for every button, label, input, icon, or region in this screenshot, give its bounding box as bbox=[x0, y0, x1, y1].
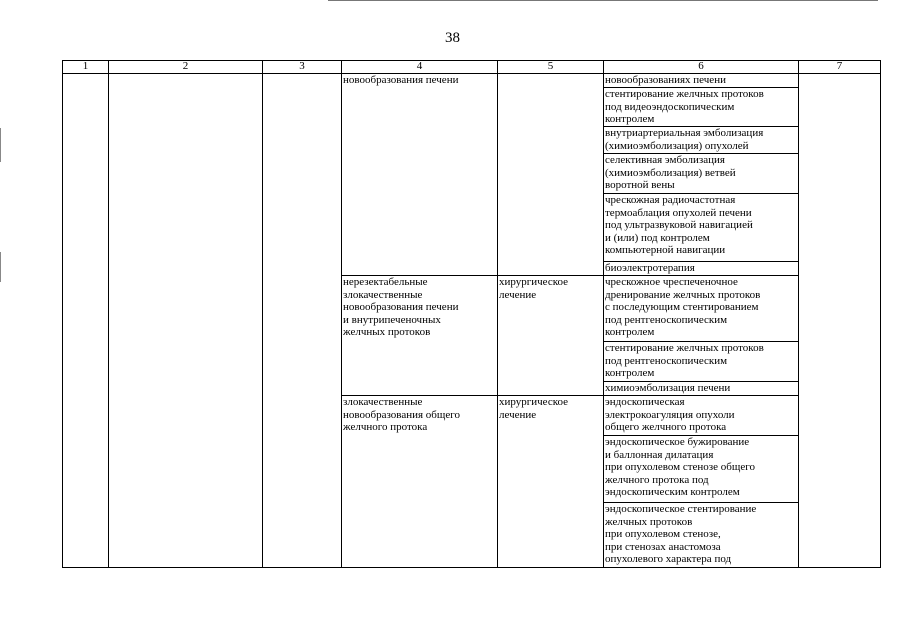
scan-margin-mark bbox=[0, 252, 1, 282]
method-cell: биоэлектротерапия bbox=[605, 262, 695, 274]
method-cell: селективная эмболизация (химиоэмболизация) ветвей воротной вены bbox=[605, 154, 736, 192]
method-cell: новообразованиях печени bbox=[605, 74, 726, 86]
column-number: 4 bbox=[416, 60, 423, 72]
table-border-right bbox=[880, 60, 881, 568]
column-number: 3 bbox=[299, 60, 305, 72]
column-number: 6 bbox=[698, 60, 704, 72]
table-border-left bbox=[62, 60, 63, 568]
scan-edge-line bbox=[328, 0, 878, 1]
column-divider bbox=[603, 60, 604, 568]
method-cell: химиоэмболизация печени bbox=[605, 382, 731, 394]
scan-margin-mark bbox=[0, 128, 1, 162]
column-number: 5 bbox=[547, 60, 554, 72]
method-cell: стентирование желчных протоков под видеоэндоскопическим контролем bbox=[605, 88, 764, 126]
treatment-type-cell: хирургическое лечение bbox=[499, 276, 569, 301]
column-divider bbox=[108, 60, 109, 568]
column-divider bbox=[497, 60, 498, 568]
method-cell: внутриартериальная эмболизация (химиоэмболизация) опухолей bbox=[605, 127, 764, 152]
method-cell: эндоскопическая электрокоагуляция опухоли общего желчного протока bbox=[605, 396, 735, 434]
method-cell: стентирование желчных протоков под рентгеноскопическим контролем bbox=[605, 342, 764, 380]
method-cell: чрескожное чреспеченочное дренирование желчных протоков с последующим стентированием под рентгеноскопическим контролем bbox=[605, 276, 761, 339]
treatment-type-cell: хирургическое лечение bbox=[499, 396, 569, 421]
method-cell: чрескожная радиочастотная термоаблация опухолей печени под ультразвуковой навигацией и (или) под контролем компьютерной навигации bbox=[605, 194, 753, 257]
column-number: 2 bbox=[182, 60, 189, 72]
page-number: 38 bbox=[445, 30, 460, 46]
column-number: 7 bbox=[836, 60, 843, 72]
column-divider bbox=[262, 60, 263, 568]
table-border-bottom bbox=[62, 567, 881, 568]
method-cell: эндоскопическое стентирование желчных протоков при опухолевом стенозе, при стенозах анастомоза опухолевого характера под bbox=[605, 503, 757, 566]
method-cell: эндоскопическое бужирование и баллонная дилатация при опухолевом стенозе общего желчного протока под эндоскопическим контролем bbox=[605, 436, 755, 499]
column-number: 1 bbox=[82, 60, 89, 72]
diagnosis-cell: новообразования печени bbox=[343, 74, 459, 86]
column-divider bbox=[798, 60, 799, 568]
diagnosis-cell: злокачественные новообразования общего желчного протока bbox=[343, 396, 460, 434]
diagnosis-cell: нерезектабельные злокачественные новообразования печени и внутрипеченочных желчных протоков bbox=[343, 276, 459, 339]
column-divider bbox=[341, 60, 342, 568]
